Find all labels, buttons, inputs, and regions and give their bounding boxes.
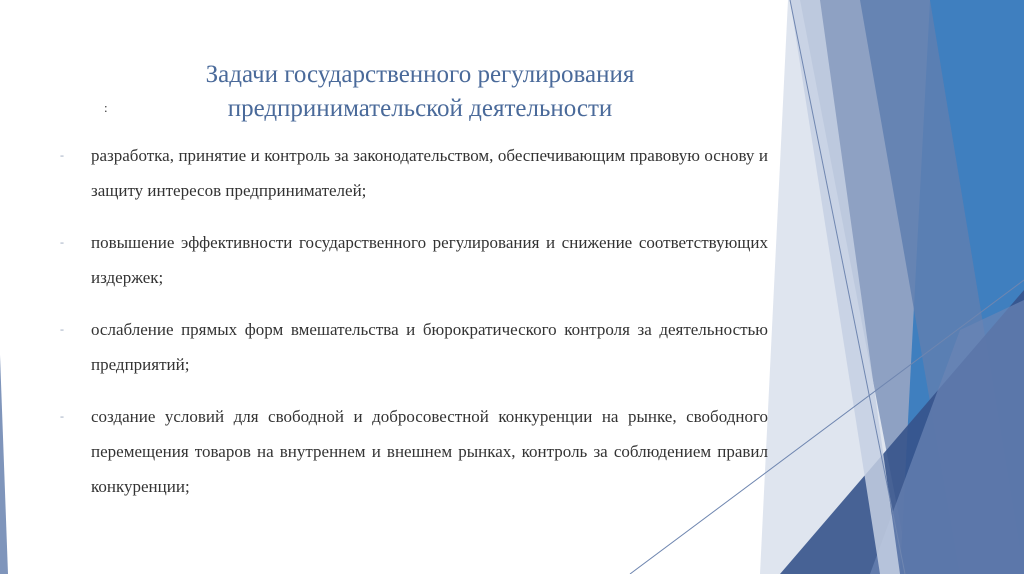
bullet-list <box>60 138 768 504</box>
bullet-marker: - <box>60 148 64 162</box>
bullet-text: ослабление прямых форм вмешательства и бюрократического контроля за деятельностью предприятий; <box>91 320 768 374</box>
slide-title <box>100 58 740 126</box>
bullet-text: создание условий для свободной и добросовестной конкуренции на рынке, свободного перемещения товаров на внутреннем и внешнем рынках, контроль за соблюдением правил конкуренции; <box>91 407 768 496</box>
bullet-text: разработка, принятие и контроль за законодательством, обеспечивающим правовую основу и защиту интересов предпринимателей; <box>91 146 768 200</box>
bullet-text: повышение эффективности государственного регулирования и снижение соответствующих издержек; <box>91 233 768 287</box>
title-line-1: Задачи государственного регулирования <box>205 61 635 88</box>
bullet-item <box>60 312 768 382</box>
bullet-item <box>60 399 768 504</box>
colon-mark: : <box>104 100 108 115</box>
bullet-marker: - <box>60 409 64 423</box>
title-line-2: предпринимательской деятельности <box>227 95 613 122</box>
bullet-marker: - <box>60 235 64 249</box>
bullet-item <box>60 225 768 295</box>
bullet-marker: - <box>60 322 64 336</box>
left-edge-shape <box>0 355 8 574</box>
bullet-item <box>60 138 768 208</box>
